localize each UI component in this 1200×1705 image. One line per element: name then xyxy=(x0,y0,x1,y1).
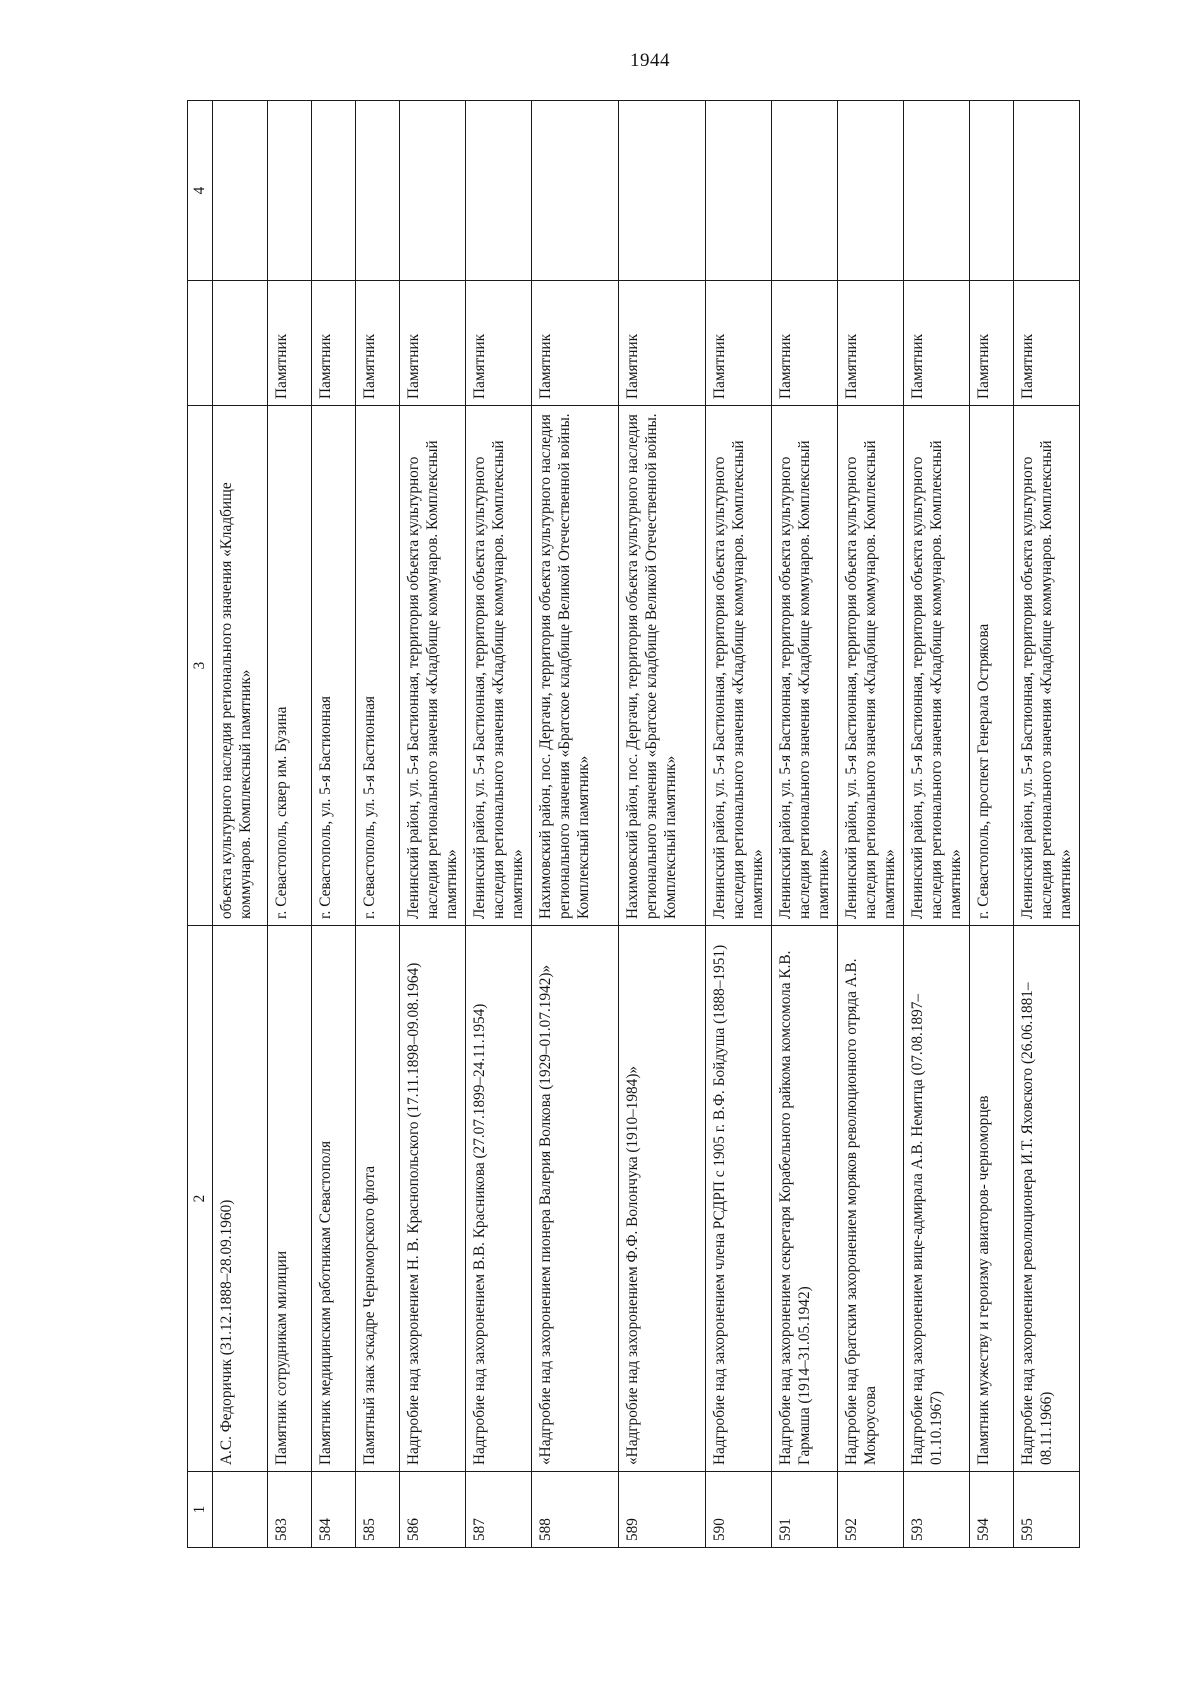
object-category: Памятник xyxy=(1014,281,1080,406)
object-col4 xyxy=(400,101,466,281)
object-col4 xyxy=(312,101,356,281)
row-number xyxy=(213,1472,268,1548)
object-col4 xyxy=(268,101,312,281)
table-header-row xyxy=(188,101,213,1548)
table-row xyxy=(838,101,904,1548)
table-row xyxy=(1014,101,1080,1548)
object-col4 xyxy=(532,101,619,281)
table-row xyxy=(772,101,838,1548)
row-number: 589 xyxy=(619,1472,706,1548)
object-location: Ленинский район, ул. 5-я Бастионная, территория объекта культурного наследия регионального значения «Кладбище коммунаров. Комплексный памятник» xyxy=(400,406,466,926)
object-name: Надгробие над захоронением В.В. Красникова (27.07.1899–24.11.1954) xyxy=(466,926,532,1472)
object-category: Памятник xyxy=(904,281,970,406)
object-location: Ленинский район, ул. 5-я Бастионная, территория объекта культурного наследия регионального значения «Кладбище коммунаров. Комплексный памятник» xyxy=(772,406,838,926)
row-number: 592 xyxy=(838,1472,904,1548)
object-name: Памятник сотрудникам милиции xyxy=(268,926,312,1472)
header-col-3: 3 xyxy=(188,406,213,926)
header-col-category xyxy=(188,281,213,406)
row-number: 590 xyxy=(706,1472,772,1548)
row-number: 588 xyxy=(532,1472,619,1548)
header-col-2: 2 xyxy=(188,926,213,1472)
object-category: Памятник xyxy=(619,281,706,406)
table-row xyxy=(619,101,706,1548)
object-name: Памятный знак эскадре Черноморского флота xyxy=(356,926,400,1472)
object-location: г. Севастополь, ул. 5-я Бастионная xyxy=(312,406,356,926)
table-row xyxy=(312,101,356,1548)
object-col4 xyxy=(904,101,970,281)
object-col4 xyxy=(838,101,904,281)
object-location: Нахимовский район, пос. Дергачи, территория объекта культурного наследия регионального значения «Братское кладбище Великой Отечественной войны. Комплексный памятник» xyxy=(619,406,706,926)
registry-table-frame xyxy=(187,101,1087,1548)
header-col-4: 4 xyxy=(188,101,213,281)
object-name: Памятник медицинским работникам Севастополя xyxy=(312,926,356,1472)
object-name: Памятник мужеству и героизму авиаторов- черноморцев xyxy=(970,926,1014,1472)
table-row xyxy=(904,101,970,1548)
object-location: Нахимовский район, пос. Дергачи, территория объекта культурного наследия регионального значения «Братское кладбище Великой Отечественной войны. Комплексный памятник» xyxy=(532,406,619,926)
object-category xyxy=(213,281,268,406)
object-col4 xyxy=(970,101,1014,281)
table-row xyxy=(356,101,400,1548)
object-location: г. Севастополь, сквер им. Бузина xyxy=(268,406,312,926)
object-location: Ленинский район, ул. 5-я Бастионная, территория объекта культурного наследия регионального значения «Кладбище коммунаров. Комплексный памятник» xyxy=(466,406,532,926)
object-category: Памятник xyxy=(466,281,532,406)
row-number: 593 xyxy=(904,1472,970,1548)
object-name: «Надгробие над захоронением пионера Валерия Волкова (1929–01.07.1942)» xyxy=(532,926,619,1472)
row-number: 591 xyxy=(772,1472,838,1548)
object-location: Ленинский район, ул. 5-я Бастионная, территория объекта культурного наследия регионального значения «Кладбище коммунаров. Комплексный памятник» xyxy=(706,406,772,926)
object-category: Памятник xyxy=(772,281,838,406)
object-col4 xyxy=(706,101,772,281)
object-name: Надгробие над братским захоронением моряков революционного отряда А.В. Мокроусова xyxy=(838,926,904,1472)
object-location: объекта культурного наследия регионального значения «Кладбище коммунаров. Комплексный памятник» xyxy=(213,406,268,926)
object-category: Памятник xyxy=(356,281,400,406)
object-name: А.С. Федоричик (31.12.1888–28.09.1960) xyxy=(213,926,268,1472)
object-name: Надгробие над захоронением секретаря Корабельного райкома комсомола К.В. Гармаша (1914–31.05.1942) xyxy=(772,926,838,1472)
table-row xyxy=(532,101,619,1548)
object-category: Памятник xyxy=(970,281,1014,406)
table-row xyxy=(970,101,1014,1548)
object-name: Надгробие над захоронением члена РСДРП с 1905 г. В.Ф. Бойдуша (1888–1951) xyxy=(706,926,772,1472)
object-col4 xyxy=(1014,101,1080,281)
heritage-registry-table xyxy=(187,100,1080,1548)
header-col-1: 1 xyxy=(188,1472,213,1548)
object-name: Надгробие над захоронением революционера И.Т. Яховского (26.06.1881–08.11.1966) xyxy=(1014,926,1080,1472)
object-col4 xyxy=(356,101,400,281)
object-category: Памятник xyxy=(312,281,356,406)
row-number: 585 xyxy=(356,1472,400,1548)
object-col4 xyxy=(466,101,532,281)
row-number: 583 xyxy=(268,1472,312,1548)
object-category: Памятник xyxy=(532,281,619,406)
row-number: 584 xyxy=(312,1472,356,1548)
object-category: Памятник xyxy=(838,281,904,406)
table-row xyxy=(213,101,268,1548)
object-location: г. Севастополь, ул. 5-я Бастионная xyxy=(356,406,400,926)
object-col4 xyxy=(213,101,268,281)
object-location: Ленинский район, ул. 5-я Бастионная, территория объекта культурного наследия регионального значения «Кладбище коммунаров. Комплексный памятник» xyxy=(904,406,970,926)
table-row xyxy=(268,101,312,1548)
object-category: Памятник xyxy=(706,281,772,406)
object-name: Надгробие над захоронением вице-адмирала А.В. Немитца (07.08.1897–01.10.1967) xyxy=(904,926,970,1472)
object-name: «Надгробие над захоронением Ф.Ф. Волончука (1910–1984)» xyxy=(619,926,706,1472)
row-number: 595 xyxy=(1014,1472,1080,1548)
object-name: Надгробие над захоронением Н. В. Краснопольского (17.11.1898–09.08.1964) xyxy=(400,926,466,1472)
object-location: г. Севастополь, проспект Генерала Острякова xyxy=(970,406,1014,926)
table-row xyxy=(400,101,466,1548)
object-col4 xyxy=(619,101,706,281)
page-number: 1944 xyxy=(630,50,670,71)
object-col4 xyxy=(772,101,838,281)
object-location: Ленинский район, ул. 5-я Бастионная, территория объекта культурного наследия регионального значения «Кладбище коммунаров. Комплексный памятник» xyxy=(1014,406,1080,926)
table-row xyxy=(466,101,532,1548)
object-category: Памятник xyxy=(400,281,466,406)
row-number: 586 xyxy=(400,1472,466,1548)
object-location: Ленинский район, ул. 5-я Бастионная, территория объекта культурного наследия регионального значения «Кладбище коммунаров. Комплексный памятник» xyxy=(838,406,904,926)
object-category: Памятник xyxy=(268,281,312,406)
row-number: 587 xyxy=(466,1472,532,1548)
row-number: 594 xyxy=(970,1472,1014,1548)
table-row xyxy=(706,101,772,1548)
